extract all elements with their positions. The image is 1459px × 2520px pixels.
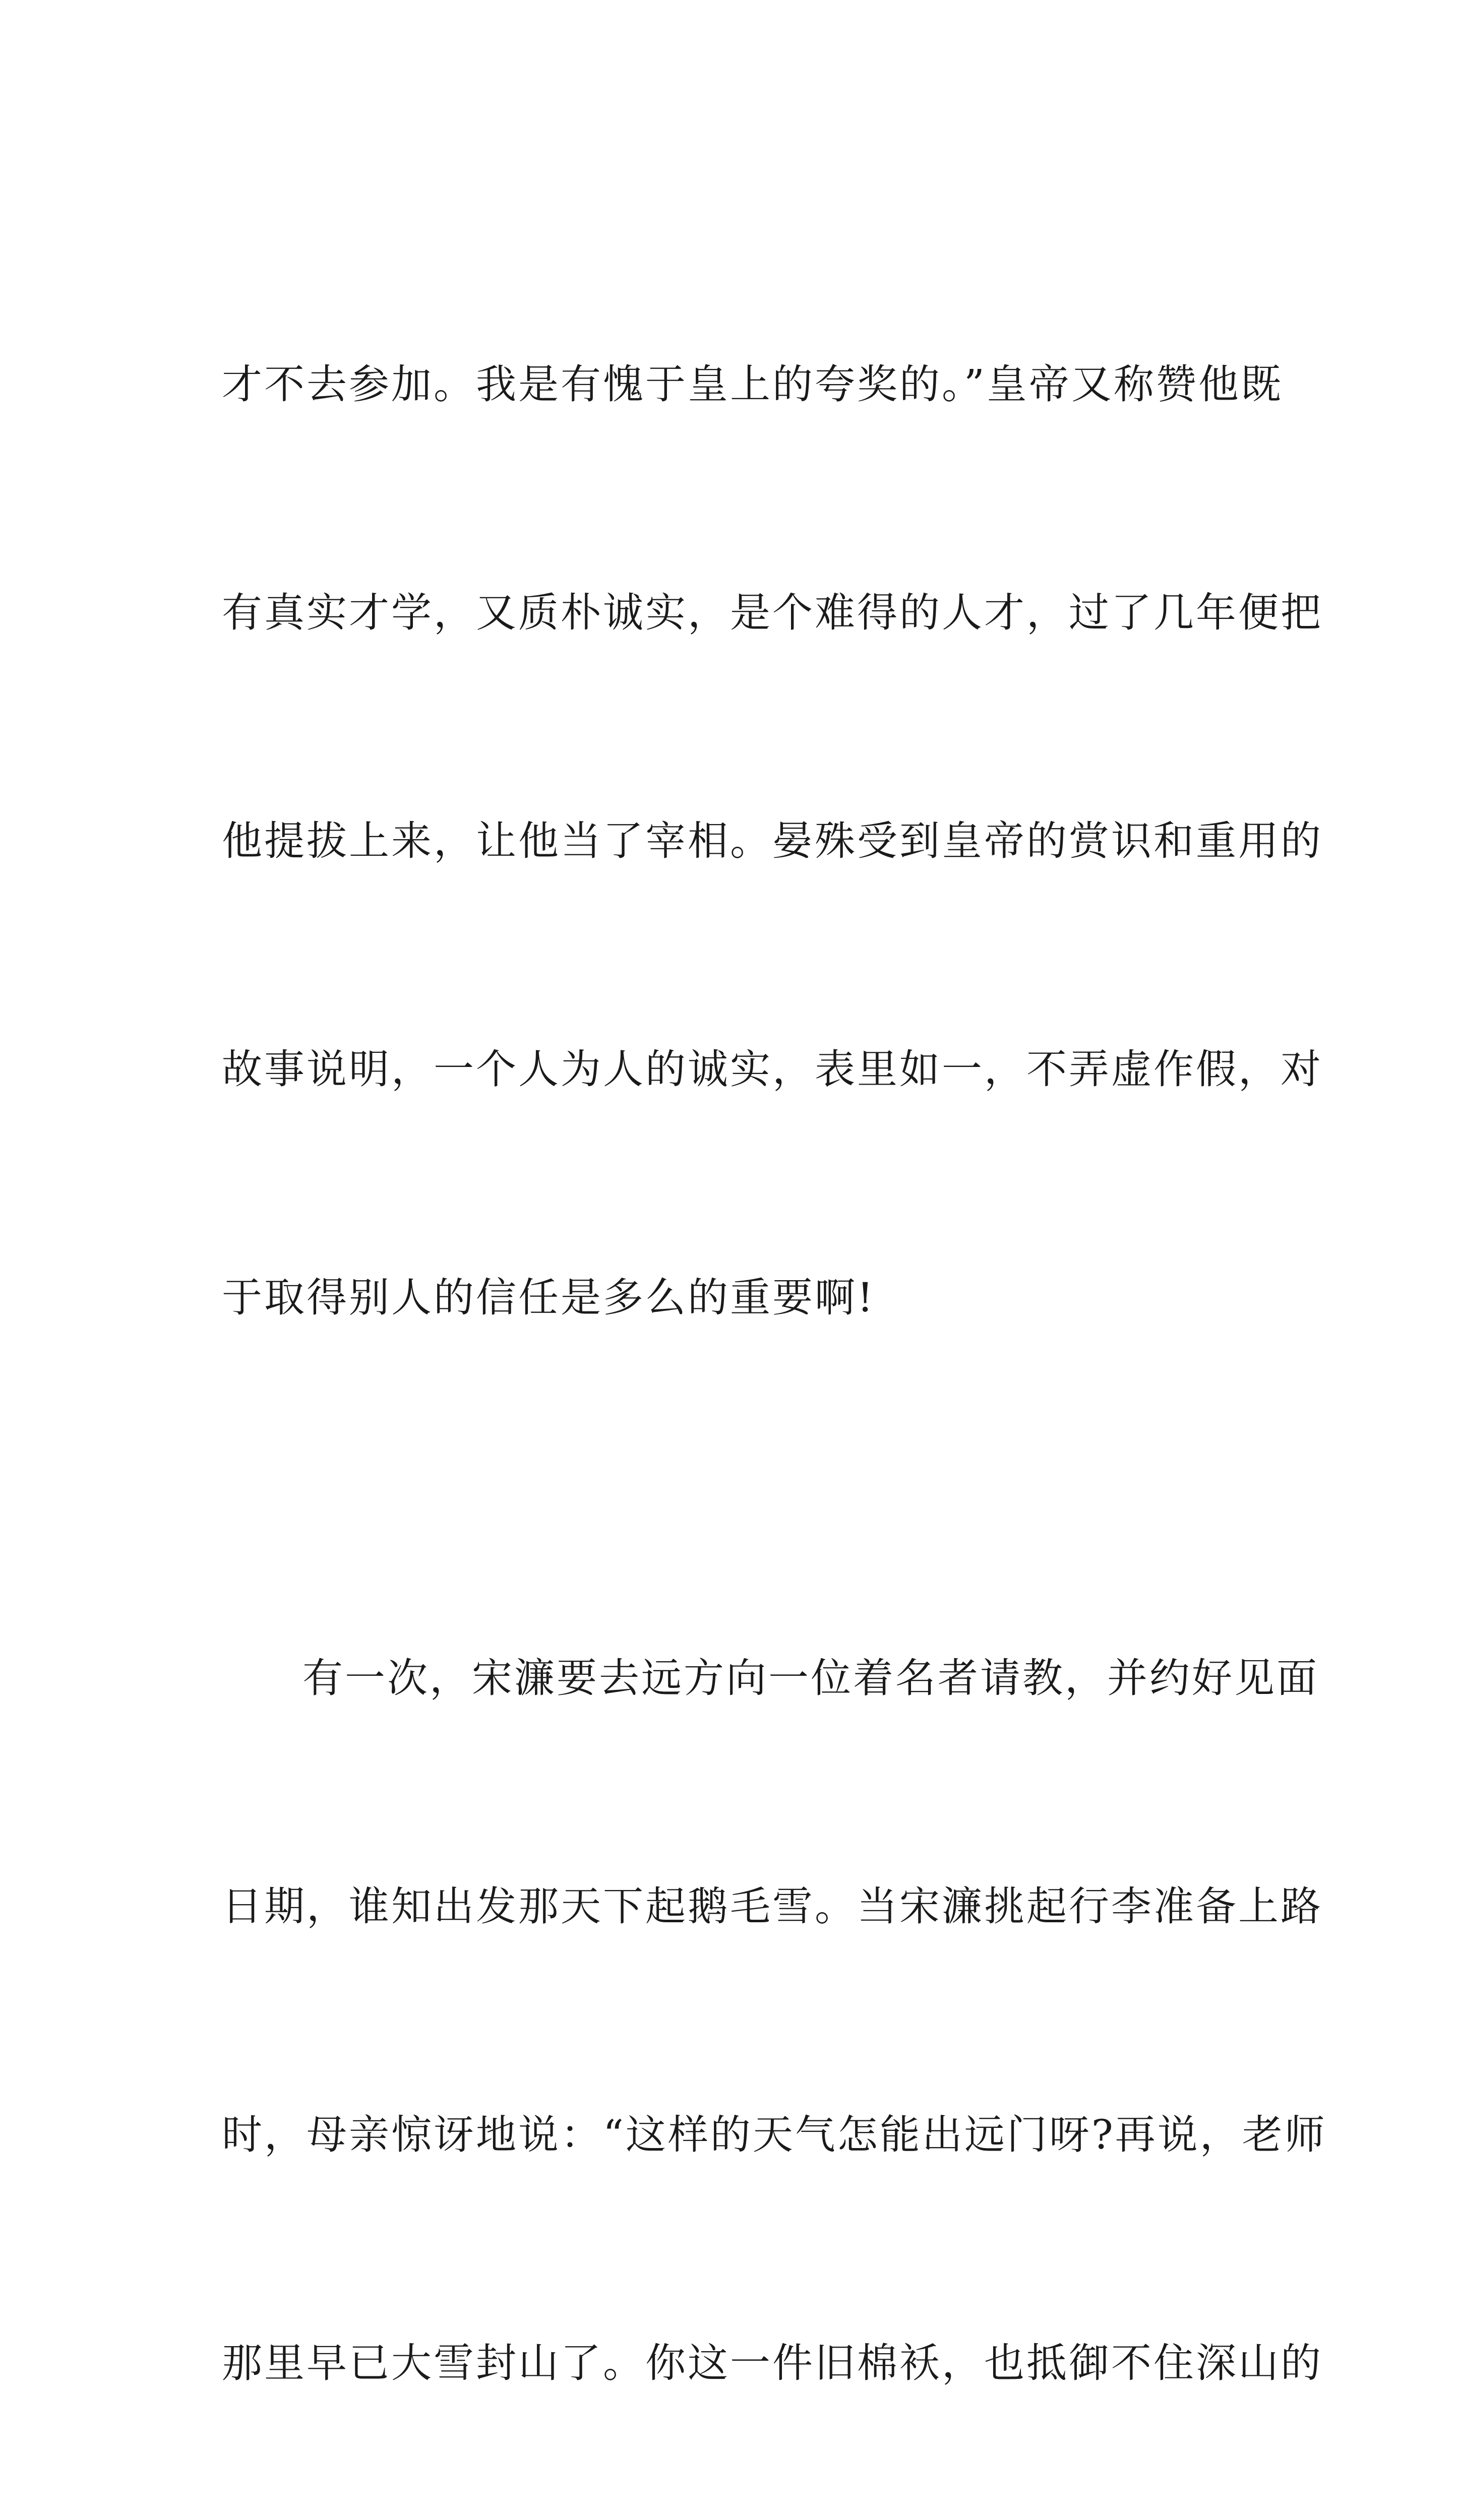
text-line: 故事说明，一个人为人的诚实，表里如一，不弄虚作假，对 <box>222 1046 1323 1093</box>
text-line: 那里早已大雪封山了。你这一件旧棉袄，也抵御不住深山的 <box>222 2340 1323 2386</box>
paragraph-songlian-story <box>222 1488 1327 2520</box>
text-line: 才不去参加。我是有愧于皇上的夸奖的。”皇帝又称赞他既 <box>222 361 1283 408</box>
text-line: 日期，谁知出发那天下起鹅毛雪。当宋濂挑起行李准备上路 <box>222 1883 1323 1930</box>
text-line: 时，母亲惊讶地说：“这样的天气怎能出远门呀?再说，老师 <box>222 2111 1327 2158</box>
text-line: 有一次，宋濂要去远方向一位着名者请教，并约好见面 <box>302 1655 1319 1702</box>
text-line: 于取得别人的信任是多么的重要啊! <box>222 1274 876 1321</box>
paragraph-yanshu-story-end <box>222 194 1323 1488</box>
document-body <box>222 194 1327 2520</box>
text-line: 有真实才学，又质朴诚实，是个难得的人才，过了几年便把 <box>222 589 1323 636</box>
text-line: 他提拔上来，让他当了宰相。晏殊受到皇帝的赏识和重用的 <box>222 817 1323 864</box>
